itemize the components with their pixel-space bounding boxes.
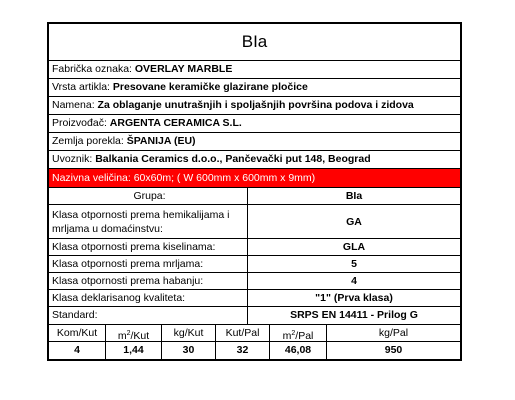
classification-grid	[49, 188, 460, 307]
standard-value: SRPS EN 14411 - Prilog G	[290, 309, 418, 321]
kiseline-value: GLA	[248, 239, 460, 256]
packaging-table	[49, 325, 460, 359]
uvoznik-row	[49, 151, 460, 169]
header-kg-pal: kg/Pal	[327, 325, 460, 342]
product-declaration-table	[47, 22, 462, 361]
header-kg-kut: kg/Kut	[162, 325, 216, 342]
standard-row	[49, 307, 460, 325]
namena-label: Namena:	[52, 99, 95, 111]
zemlja-porekla-label: Zemlja porekla:	[52, 135, 124, 147]
mrlje-label: Klasa otpornosti prema mrljama:	[49, 256, 248, 273]
vrsta-artikla-value: Presovane keramičke glazirane pločice	[112, 81, 308, 93]
fabricka-oznaka-label: Fabrička oznaka:	[52, 63, 132, 75]
proizvodjac-row	[49, 115, 460, 133]
proizvodjac-label: Proizvođač:	[52, 117, 107, 129]
value-kg-pal: 950	[384, 344, 403, 356]
namena-row	[49, 97, 460, 115]
kvalitet-label: Klasa deklarisanog kvaliteta:	[49, 290, 248, 307]
grupa-value: BIa	[248, 188, 460, 205]
header-kut-pal: Kut/Pal	[216, 325, 270, 342]
zemlja-porekla-value: ŠPANIJA (EU)	[126, 135, 196, 147]
standard-label: Standard:	[49, 307, 248, 324]
uvoznik-value: Balkania Ceramics d.o.o., Pančevački put 148, Beograd	[95, 153, 371, 165]
grupa-label: Grupa:	[49, 188, 248, 205]
zemlja-porekla-row	[49, 133, 460, 151]
nazivna-velicina-value: 60x60m; ( W 600mm x 600mm x 9mm)	[133, 172, 316, 184]
nazivna-velicina-row	[49, 169, 460, 188]
value-m2-kut: 1,44	[106, 342, 162, 359]
header-kom-kut: Kom/Kut	[49, 325, 106, 342]
habanje-label: Klasa otpornosti prema habanju:	[49, 273, 248, 290]
fabricka-oznaka-row	[49, 61, 460, 79]
vrsta-artikla-row	[49, 79, 460, 97]
value-kg-kut: 30	[162, 342, 216, 359]
value-m2-pal: 46,08	[270, 342, 327, 359]
value-kut-pal: 32	[216, 342, 270, 359]
kiseline-label: Klasa otpornosti prema kiselinama:	[49, 239, 248, 256]
kvalitet-value: "1" (Prva klasa)	[248, 290, 460, 307]
vrsta-artikla-label: Vrsta artikla:	[52, 81, 110, 93]
mrlje-value: 5	[248, 256, 460, 273]
header-m2-kut: $m^2$/Kut	[106, 325, 162, 342]
uvoznik-label: Uvoznik:	[52, 153, 93, 165]
namena-value: Za oblaganje unutrašnjih i spoljašnjih površina podova i zidova	[97, 99, 414, 111]
table-title: BIa	[49, 24, 460, 61]
hemikalije-value: GA	[248, 205, 460, 239]
fabricka-oznaka-value: OVERLAY MARBLE	[134, 63, 233, 75]
value-kom-kut: 4	[49, 342, 106, 359]
hemikalije-label: Klasa otpornosti prema hemikalijama i mrljama u domaćinstvu:	[49, 205, 248, 239]
habanje-value: 4	[248, 273, 460, 290]
nazivna-velicina-label: Nazivna veličina:	[52, 172, 131, 184]
proizvodjac-value: ARGENTA CERAMICA S.L.	[109, 117, 242, 129]
header-m2-pal: $m^2$/Pal	[270, 325, 327, 342]
